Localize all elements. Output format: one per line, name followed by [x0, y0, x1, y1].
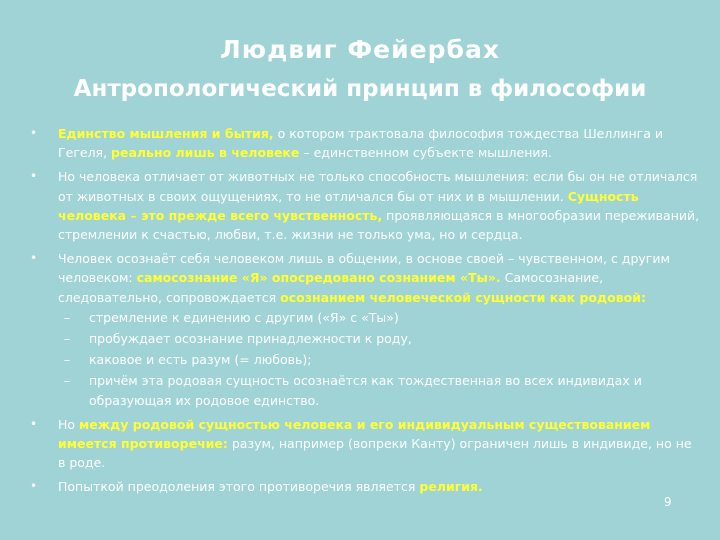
sub-list [58, 308, 702, 410]
body-text: Человек осознаёт себя человеком лишь в общении, в основе своей – чувственном, с другим человеком: [58, 251, 670, 286]
slide-title: Людвиг Фейербах [220, 35, 500, 64]
sub-bullet-item: – стремление к единению с другим («Я» с «Ты») [58, 308, 702, 327]
body-text: Но [58, 416, 80, 432]
body-text: Самосознание, следовательно, сопровождается [58, 270, 604, 305]
highlighted-text: Сущность человека – это прежде всего чувственность, [58, 188, 639, 223]
body-text: проявляющаяся в многообразии переживаний, стремлении к счастью, любви, т.е. жизни не только ума, но и сердца. [58, 207, 700, 243]
highlighted-text: реально лишь в человеке [111, 145, 300, 161]
page-number: 9 [664, 495, 672, 509]
highlighted-text: между родовой сущностью человека и его индивидуальным существованием имеется противоречие: [58, 416, 651, 452]
bullet-item [30, 124, 702, 162]
body-text: разум, например (вопреки Канту) ограничен лишь в индивиде, но не в роде. [58, 436, 692, 471]
body-text: о котором трактовала философия тождества Шеллинга и Гегеля, [58, 126, 663, 161]
highlighted-text: осознанием человеческой сущности как родовой: [280, 289, 646, 305]
highlighted-text: религия. [419, 479, 483, 495]
slide-content [30, 124, 702, 502]
slide-subtitle: Антропологический принцип в философии [73, 76, 647, 102]
sub-bullet-item: – причём эта родовая сущность осознаётся как тождественная во всех индивидах и образующая их родовое единство. [58, 371, 702, 409]
sub-bullet-item: – каковое и есть разум (= любовь); [58, 350, 702, 369]
highlighted-text: самосознание «Я» опосредовано сознанием «Ты». [136, 270, 501, 286]
body-text: Но человека отличает от животных не только способность мышления: если бы он не отличался от животных в своих ощущениях, то не отличался бы от них и в мышлении. [58, 169, 698, 204]
bullet-item [30, 167, 702, 244]
body-text: Попыткой преодоления этого противоречия является [58, 479, 420, 495]
bullet-item [30, 249, 702, 410]
highlighted-text: Единство мышления и бытия, [58, 126, 274, 141]
body-text: – единственном субъекте мышления. [299, 145, 553, 161]
bullet-list [30, 124, 702, 497]
sub-bullet-item: – пробуждает осознание принадлежности к роду, [58, 329, 702, 348]
bullet-item [30, 477, 702, 496]
bullet-item [30, 415, 702, 473]
